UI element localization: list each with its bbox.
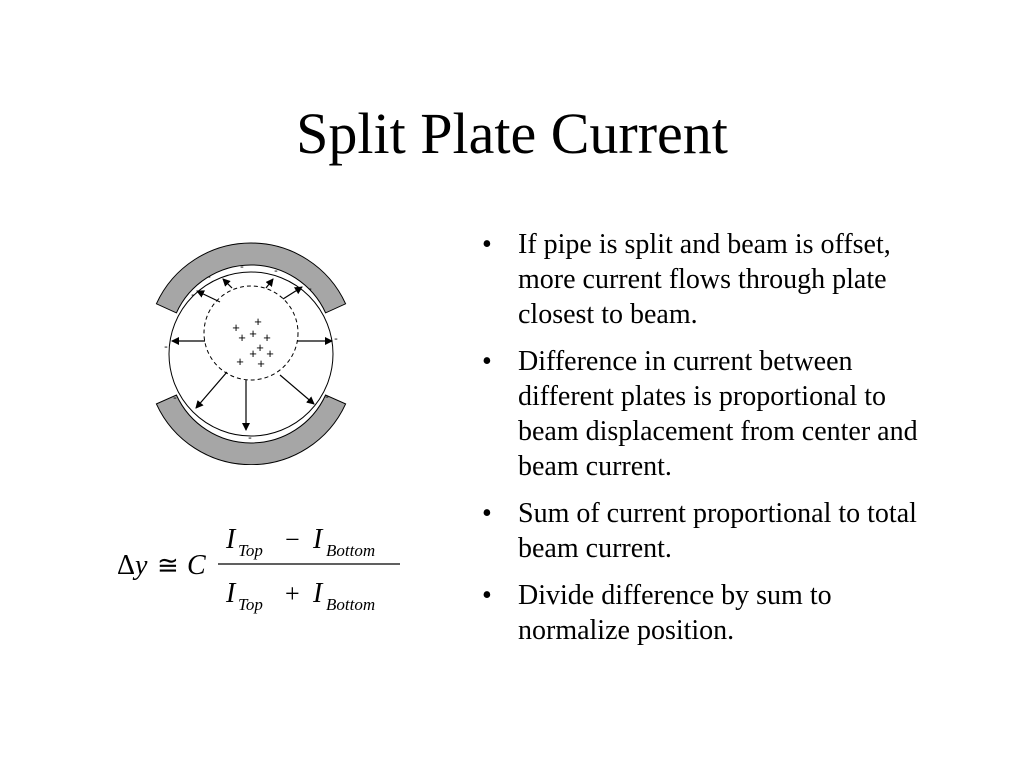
delta-symbol: Δ bbox=[117, 550, 136, 581]
svg-text:-: - bbox=[308, 283, 312, 295]
bullet-item bbox=[470, 496, 950, 566]
bullet-text: If pipe is split and beam is offset, more current flows through plate closest to beam. bbox=[518, 229, 891, 330]
svg-text:+: + bbox=[249, 326, 257, 341]
svg-text:-: - bbox=[207, 271, 211, 283]
svg-text:-: - bbox=[173, 392, 177, 404]
slide-title: Split Plate Current bbox=[296, 101, 728, 166]
svg-text:+: + bbox=[249, 346, 257, 361]
position-formula bbox=[108, 510, 408, 620]
svg-text:+: + bbox=[236, 354, 244, 369]
bullet-text: Divide difference by sum to normalize position. bbox=[518, 580, 832, 646]
svg-text:+: + bbox=[266, 346, 274, 361]
svg-text:-: - bbox=[240, 261, 244, 273]
bullet-text: Sum of current proportional to total beam current. bbox=[518, 498, 917, 564]
top-plate bbox=[156, 243, 345, 313]
svg-text:-: - bbox=[274, 265, 278, 277]
beam-charges bbox=[232, 314, 274, 371]
bullet-dot: • bbox=[482, 498, 492, 529]
denominator-i-bottom: I bbox=[313, 578, 323, 609]
bullet-item bbox=[470, 578, 950, 648]
bullet-dot: • bbox=[482, 229, 492, 260]
svg-text:+: + bbox=[257, 356, 265, 371]
svg-text:+: + bbox=[232, 320, 240, 335]
numerator-bottom-subscript: Bottom bbox=[326, 541, 376, 560]
bottom-plate bbox=[156, 395, 345, 465]
split-plate-diagram bbox=[150, 240, 360, 465]
svg-text:-: - bbox=[334, 333, 338, 345]
bullet-item bbox=[470, 227, 950, 332]
bullet-dot: • bbox=[482, 580, 492, 611]
svg-text:-: - bbox=[248, 432, 252, 444]
svg-text:+: + bbox=[254, 314, 262, 329]
denominator-top-subscript: Top bbox=[238, 595, 263, 614]
svg-text:+: + bbox=[238, 330, 246, 345]
svg-text:+: + bbox=[263, 330, 271, 345]
numerator-top-subscript: Top bbox=[238, 541, 263, 560]
svg-text:+: + bbox=[256, 340, 264, 355]
bullet-item bbox=[470, 344, 950, 484]
bullet-dot: • bbox=[482, 346, 492, 377]
denominator-plus: + bbox=[285, 579, 300, 608]
constant-c: C bbox=[187, 550, 206, 581]
svg-text:-: - bbox=[325, 391, 329, 403]
y-variable: y bbox=[135, 550, 148, 581]
bullet-list bbox=[470, 227, 950, 660]
svg-text:-: - bbox=[191, 289, 195, 301]
bullet-text: Difference in current between different plates is proportional to beam displacement from center and beam current. bbox=[518, 346, 918, 482]
denominator-bottom-subscript: Bottom bbox=[326, 595, 376, 614]
numerator-i-top: I bbox=[226, 524, 236, 555]
approx-symbol: ≅ bbox=[157, 551, 179, 580]
denominator-i-top: I bbox=[226, 578, 236, 609]
numerator-minus: − bbox=[285, 525, 300, 554]
numerator-i-bottom: I bbox=[313, 524, 323, 555]
svg-text:-: - bbox=[164, 341, 168, 353]
